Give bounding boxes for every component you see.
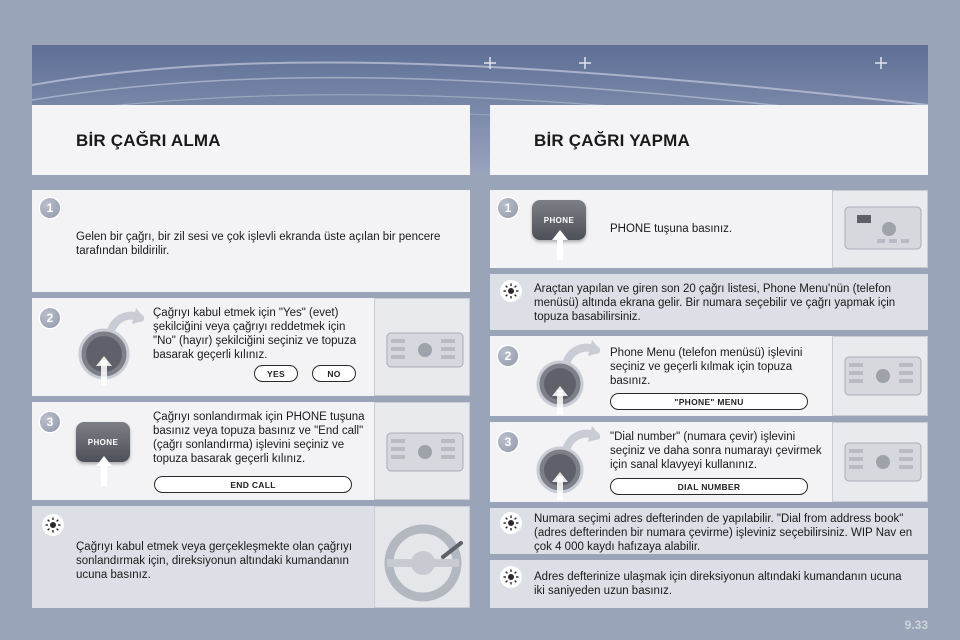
right-tip1-card [490,274,928,330]
rotary-knob-icon [528,424,600,507]
phone-button-icon: PHONE [532,200,586,240]
left-step3-text: Çağrıyı sonlandırmak için PHONE tuşuna basınız veya topuza basınız ve "End call" (çağrı sonlandırma) işlevini seçiniz ve topuza basarak geçerli kılınız. [153,411,365,465]
tip-sun-icon [500,280,522,302]
left-section-title: BİR ÇAĞRI ALMA [76,131,221,150]
step-number-badge: 1 [496,196,520,220]
steering-wheel-thumbnail [374,506,470,608]
rotary-knob-icon-svg [528,338,600,416]
left-tip-card [32,506,470,608]
phone-button-icon: PHONE [76,422,130,462]
no-option-pill: NO [312,365,356,382]
page-number: 9.33 [904,618,928,632]
radio-panel-thumbnail [374,298,470,396]
tip-sun-icon [500,512,522,534]
step-number-badge: 3 [38,410,62,434]
step-number-badge: 2 [496,344,520,368]
left-step2-text: Çağrıyı kabul etmek için "Yes" (evet) şekilciğini veya çağrıyı reddetmek için "No" (hayır) şekilciğini seçiniz ve topuza basarak geçerli kılınız. [153,307,357,361]
tip-sun-icon [42,514,64,536]
end-call-pill: END CALL [154,476,352,493]
right-step1-card [490,190,928,268]
radio-panel-thumbnail [832,190,928,268]
rotary-knob-icon-svg [72,304,144,392]
tip-sun-icon [500,566,522,588]
plus-decorations [484,57,887,69]
phone-menu-pill: "PHONE" MENU [610,393,808,410]
step-number-badge: 3 [496,430,520,454]
rotary-knob-icon [72,304,144,397]
right-tip1-text: Araçtan yapılan ve giren son 20 çağrı listesi, Phone Menu'nün (telefon menüsü) altında ekrana gelir. Bir numara seçebilir ve çağrı yapmak için topuza basabilirsiniz. [534,283,896,323]
step-number-badge: 2 [38,306,62,330]
radio-panel-thumbnail [832,336,928,416]
right-tip3-card [490,560,928,608]
left-step2-card [32,298,470,396]
radio-panel-thumbnail [832,422,928,502]
right-step3-card [490,422,928,502]
dial-number-pill: DIAL NUMBER [610,478,808,495]
left-title-panel [32,105,470,175]
right-step3-text: "Dial number" (numara çevir) işlevini seçiniz ve daha sonra numarayı çevirmek için sanal klavyeyi kullanınız. [610,431,822,471]
right-section-title: BİR ÇAĞRI YAPMA [534,131,691,150]
left-step1-card [32,190,470,292]
left-step3-card [32,402,470,500]
up-arrow-icon [96,456,112,486]
rotary-knob-icon-svg [528,424,600,502]
up-arrow-icon [552,230,568,260]
yes-option-pill: YES [254,365,298,382]
radio-panel-thumbnail [374,402,470,500]
left-tip-text: Çağrıyı kabul etmek veya gerçekleşmekte olan çağrıyı sonlandırmak için, direksiyonun altındaki kumandanın ucuna basınız. [76,541,353,581]
right-tip2-card [490,508,928,554]
right-tip3-text: Adres defterinize ulaşmak için direksiyonun altındaki kumandanın ucuna iki saniyeden uzun basınız. [534,571,902,597]
right-tip2-text: Numara seçimi adres defterinden de yapılabilir. "Dial from address book" (adres defterinden bir numara çevirme) işleviniz seçebilirsiniz. WIP Nav en çok 4 000 kaydı hafızaya alabilir. [534,513,913,553]
step-number-badge: 1 [38,196,62,220]
right-step2-text: Phone Menu (telefon menüsü) işlevini seçiniz ve geçerli kılmak için topuza basınız. [610,347,803,387]
right-step1-text: PHONE tuşuna basınız. [610,223,733,235]
left-step1-text: Gelen bir çağrı, bir zil sesi ve çok işlevli ekranda üste açılan bir pencere tarafından bildirilir. [76,231,441,257]
right-step2-card [490,336,928,416]
rotary-knob-icon [528,338,600,421]
right-title-panel [490,105,928,175]
